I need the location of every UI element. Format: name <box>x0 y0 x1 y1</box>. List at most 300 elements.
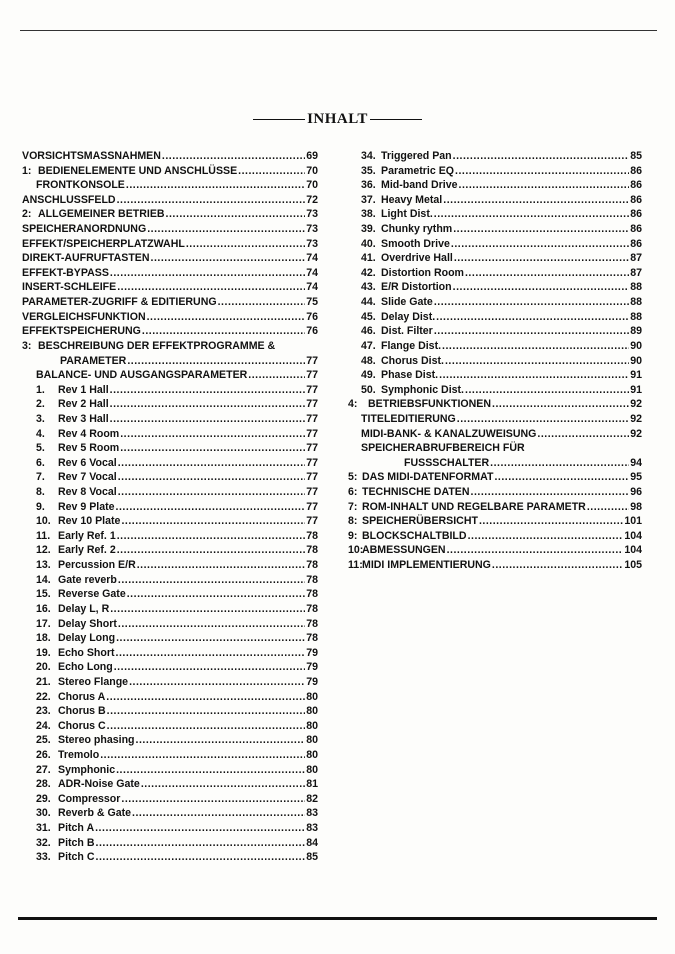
toc-entry-title: INSERT-SCHLEIFE <box>22 281 117 294</box>
toc-entry-page: 101 <box>624 515 642 528</box>
toc-leader-dots <box>116 763 305 778</box>
toc-entry-title: EFFEKTSPEICHERUNG <box>22 325 141 338</box>
toc-entry <box>22 339 318 354</box>
toc-entry <box>22 543 318 558</box>
toc-leader-dots <box>116 646 306 661</box>
toc-entry-title: Reverse Gate <box>58 588 126 601</box>
toc-leader-dots <box>110 397 306 412</box>
toc-entry <box>22 763 318 778</box>
toc-entry-title: Echo Long <box>58 661 113 674</box>
toc-leader-dots <box>218 295 306 310</box>
toc-leader-dots <box>116 500 306 515</box>
toc-leader-dots <box>120 441 305 456</box>
toc-entry <box>348 427 642 442</box>
toc-entry-page: 104 <box>624 529 642 542</box>
toc-entry-title: ROM-INHALT UND REGELBARE PARAMETR <box>362 500 586 513</box>
toc-entry <box>348 441 642 456</box>
toc-entry-page: 91 <box>630 383 642 396</box>
bottom-rule <box>18 917 657 920</box>
title-dash-left <box>253 119 305 120</box>
toc-entry-title: ALLGEMEINER BETRIEB <box>38 208 165 221</box>
toc-entry-page: 77 <box>306 427 318 440</box>
toc-entry-title: Stereo phasing <box>58 734 135 747</box>
toc-entry-title: Rev 2 Hall <box>58 398 109 411</box>
toc-leader-dots <box>121 514 305 529</box>
toc-entry-number: 13. <box>36 559 51 572</box>
toc-entry <box>22 500 318 515</box>
toc-entry-title: DAS MIDI-DATENFORMAT <box>362 471 494 484</box>
toc-leader-dots <box>453 222 629 237</box>
toc-leader-dots <box>492 558 623 573</box>
toc-entry-number: 10: <box>348 544 364 557</box>
toc-entry-title: Overdrive Hall <box>381 252 453 265</box>
toc-leader-dots <box>118 470 306 485</box>
toc-entry-number: 20. <box>36 661 51 674</box>
toc-entry-page: 86 <box>630 193 642 206</box>
toc-entry-title: FUSSSCHALTER <box>404 456 490 469</box>
toc-entry-title: Dist. Filter <box>381 325 433 338</box>
toc-leader-dots <box>100 748 305 763</box>
toc-entry-number: 40. <box>361 237 376 250</box>
toc-leader-dots <box>439 368 629 383</box>
toc-entry <box>22 719 318 734</box>
toc-entry-title: Rev 3 Hall <box>58 412 109 425</box>
toc-entry <box>348 500 642 515</box>
toc-entry-number: 32. <box>36 836 51 849</box>
toc-entry <box>22 836 318 851</box>
toc-entry-title: Rev 7 Vocal <box>58 471 117 484</box>
toc-entry-page: 87 <box>630 266 642 279</box>
toc-entry <box>22 310 318 325</box>
toc-entry <box>22 193 318 208</box>
toc-entry-title: SPEICHERABRUFBEREICH FÜR <box>361 442 525 455</box>
toc-entry <box>22 646 318 661</box>
toc-entry-page: 78 <box>306 617 318 630</box>
toc-entry-page: 73 <box>306 237 318 250</box>
toc-entry-title: Mid-band Drive <box>381 179 458 192</box>
toc-entry-page: 88 <box>630 281 642 294</box>
toc-leader-dots <box>166 207 306 222</box>
toc-leader-dots <box>587 500 629 515</box>
toc-entry <box>22 558 318 573</box>
toc-entry-title: E/R Distortion <box>381 281 452 294</box>
toc-entry <box>22 397 318 412</box>
toc-entry-title: Reverb & Gate <box>58 807 132 820</box>
toc-entry <box>22 237 318 252</box>
toc-entry-number: 9. <box>36 500 45 513</box>
toc-leader-dots <box>126 178 305 193</box>
toc-leader-dots <box>537 427 629 442</box>
toc-entry-title: Stereo Flange <box>58 675 129 688</box>
toc-entry <box>22 149 318 164</box>
toc-leader-dots <box>95 821 305 836</box>
toc-entry-number: 3. <box>36 412 45 425</box>
toc-entry-page: 78 <box>306 544 318 557</box>
toc-entry-page: 77 <box>306 471 318 484</box>
toc-leader-dots <box>117 193 306 208</box>
toc-entry-title: Rev 5 Room <box>58 442 120 455</box>
toc-entry-title: Gate reverb <box>58 573 117 586</box>
toc-entry-number: 31. <box>36 822 51 835</box>
toc-entry-title: ABMESSUNGEN <box>362 544 446 557</box>
toc-leader-dots <box>107 704 306 719</box>
toc-leader-dots <box>127 587 305 602</box>
toc-entry <box>22 266 318 281</box>
toc-leader-dots <box>118 617 305 632</box>
toc-entry-page: 77 <box>306 383 318 396</box>
toc-entry-number: 26. <box>36 748 51 761</box>
toc-entry-number: 46. <box>361 325 376 338</box>
toc-entry-page: 85 <box>630 150 642 162</box>
toc-entry-title: Pitch B <box>58 836 95 849</box>
toc-entry-title: Light Dist. <box>381 208 433 221</box>
toc-leader-dots <box>451 237 629 252</box>
toc-entry-page: 78 <box>306 573 318 586</box>
toc-entry-number: 45. <box>361 310 376 323</box>
toc-entry-number: 1: <box>22 164 32 177</box>
toc-leader-dots <box>118 485 306 500</box>
toc-entry <box>22 806 318 821</box>
toc-entry <box>348 310 642 325</box>
toc-leader-dots <box>436 310 629 325</box>
toc-leader-dots <box>121 792 305 807</box>
toc-entry-page: 86 <box>630 164 642 177</box>
toc-entry-number: 6. <box>36 456 45 469</box>
toc-entry <box>348 178 642 193</box>
toc-entry-page: 80 <box>306 748 318 761</box>
toc-leader-dots <box>107 719 306 734</box>
toc-leader-dots <box>445 354 629 369</box>
toc-leader-dots <box>465 266 629 281</box>
toc-entry-number: 44. <box>361 296 376 309</box>
toc-entry-page: 76 <box>306 325 318 338</box>
toc-leader-dots <box>455 164 629 179</box>
toc-entry-page: 79 <box>306 675 318 688</box>
toc-entry-number: 25. <box>36 734 51 747</box>
toc-entry-page: 92 <box>630 427 642 440</box>
toc-entry-page: 70 <box>306 179 318 192</box>
toc-entry-page: 95 <box>630 471 642 484</box>
toc-entry-number: 28. <box>36 778 51 791</box>
toc-leader-dots <box>471 485 630 500</box>
toc-entry-title: MIDI IMPLEMENTIERUNG <box>362 559 491 572</box>
toc-leader-dots <box>434 207 629 222</box>
toc-entry-number: 2. <box>36 398 45 411</box>
toc-leader-dots <box>459 178 630 193</box>
toc-entry-title: Echo Short <box>58 646 115 659</box>
toc-entry-title: Rev 4 Room <box>58 427 120 440</box>
toc-entry <box>22 412 318 427</box>
toc-entry-number: 33. <box>36 851 51 864</box>
toc-entry-page: 80 <box>306 734 318 747</box>
toc-entry <box>22 529 318 544</box>
toc-entry-number: 18. <box>36 632 51 645</box>
toc-entry <box>348 368 642 383</box>
toc-entry <box>22 631 318 646</box>
toc-entry <box>348 280 642 295</box>
toc-leader-dots <box>453 149 630 164</box>
toc-leader-dots <box>238 164 305 179</box>
toc-leader-dots <box>118 456 306 471</box>
toc-entry-page: 86 <box>630 208 642 221</box>
toc-entry-title: Slide Gate <box>381 296 433 309</box>
toc-entry <box>22 573 318 588</box>
toc-entry <box>22 295 318 310</box>
toc-entry-number: 4: <box>348 398 358 411</box>
toc-entry <box>348 485 642 500</box>
toc-entry-page: 86 <box>630 223 642 236</box>
toc-entry-title: Triggered Pan <box>381 150 452 162</box>
toc-entry-title: PARAMETER-ZUGRIFF & EDITIERUNG <box>22 296 217 309</box>
toc-entry-number: 50. <box>361 383 376 396</box>
toc-entry <box>22 690 318 705</box>
toc-entry <box>348 149 642 164</box>
toc-entry <box>22 660 318 675</box>
toc-entry-page: 80 <box>306 719 318 732</box>
toc-leader-dots <box>96 836 306 851</box>
toc-entry <box>22 222 318 237</box>
toc-entry-number: 19. <box>36 646 51 659</box>
toc-leader-dots <box>110 602 305 617</box>
toc-entry-title: Chorus C <box>58 719 106 732</box>
toc-entry-title: Chunky rythm <box>381 223 453 236</box>
toc-leader-dots <box>117 529 305 544</box>
toc-entry-title: ANSCHLUSSFELD <box>22 193 116 206</box>
toc-entry-number: 27. <box>36 763 51 776</box>
toc-entry <box>348 354 642 369</box>
toc-entry <box>348 543 642 558</box>
toc-entry <box>22 602 318 617</box>
toc-entry-title: EFFEKT/SPEICHERPLATZWAHL <box>22 237 185 250</box>
toc-entry-page: 80 <box>306 690 318 703</box>
toc-entry-page: 81 <box>306 778 318 791</box>
toc-leader-dots <box>447 543 624 558</box>
toc-entry-page: 86 <box>630 179 642 192</box>
toc-entry-title: Percussion E/R <box>58 559 136 572</box>
toc-entry-page: 73 <box>306 223 318 236</box>
toc-entry-title: SPEICHERANORDNUNG <box>22 223 147 236</box>
toc-entry <box>348 324 642 339</box>
toc-left-column <box>22 149 318 865</box>
toc-entry-page: 78 <box>306 632 318 645</box>
toc-entry-title: Chorus Dist. <box>381 354 444 367</box>
toc-entry-page: 83 <box>306 822 318 835</box>
toc-leader-dots <box>453 280 630 295</box>
toc-entry-title: Delay Long <box>58 632 116 645</box>
toc-entry-page: 77 <box>306 456 318 469</box>
toc-leader-dots <box>106 690 305 705</box>
toc-entry-number: 5. <box>36 442 45 455</box>
toc-entry-page: 87 <box>630 252 642 265</box>
toc-entry <box>348 193 642 208</box>
toc-entry-number: 7: <box>348 500 358 513</box>
toc-entry <box>348 295 642 310</box>
toc-entry-number: 36. <box>361 179 376 192</box>
toc-entry <box>348 514 642 529</box>
toc-leader-dots <box>136 733 306 748</box>
toc-entry-number: 9: <box>348 529 358 542</box>
toc-entry-page: 77 <box>306 412 318 425</box>
toc-leader-dots <box>127 354 305 369</box>
toc-leader-dots <box>492 397 629 412</box>
toc-entry-page: 92 <box>630 398 642 411</box>
toc-entry <box>22 178 318 193</box>
toc-entry-page: 83 <box>306 807 318 820</box>
toc-entry-number: 48. <box>361 354 376 367</box>
toc-entry-title: Rev 1 Hall <box>58 383 109 396</box>
toc-entry-page: 92 <box>630 412 642 425</box>
toc-entry <box>22 748 318 763</box>
toc-entry-title: Phase Dist. <box>381 369 439 382</box>
toc-entry-page: 77 <box>306 515 318 528</box>
toc-leader-dots <box>141 777 305 792</box>
toc-leader-dots <box>434 324 629 339</box>
toc-entry-number: 11: <box>348 559 363 572</box>
toc-leader-dots <box>110 412 306 427</box>
toc-entry-page: 84 <box>306 836 318 849</box>
toc-entry <box>22 777 318 792</box>
toc-entry-page: 73 <box>306 208 318 221</box>
toc-entry <box>348 529 642 544</box>
toc-entry <box>348 412 642 427</box>
toc-leader-dots <box>137 558 305 573</box>
toc-entry <box>22 587 318 602</box>
toc-leader-dots <box>114 660 305 675</box>
toc-leader-dots <box>110 266 305 281</box>
toc-leader-dots <box>442 339 629 354</box>
toc-entry-title: Rev 6 Vocal <box>58 456 117 469</box>
toc-leader-dots <box>457 412 629 427</box>
toc-entry-title: TITELEDITIERUNG <box>361 412 456 425</box>
toc-leader-dots <box>116 631 305 646</box>
toc-entry-number: 10. <box>36 515 51 528</box>
toc-entry-title: TECHNISCHE DATEN <box>362 486 470 499</box>
toc-entry <box>348 164 642 179</box>
toc-entry-title: Rev 9 Plate <box>58 500 115 513</box>
toc-entry-page: 75 <box>306 296 318 309</box>
toc-leader-dots <box>117 543 305 558</box>
toc-entry-number: 6: <box>348 486 358 499</box>
toc-entry-number: 22. <box>36 690 51 703</box>
toc-entry-number: 11. <box>36 529 51 542</box>
toc-entry-number: 35. <box>361 164 376 177</box>
toc-entry-title: Pitch A <box>58 822 95 835</box>
toc-entry-page: 77 <box>306 442 318 455</box>
toc-entry-title: Flange Dist. <box>381 339 442 352</box>
toc-entry-title: Smooth Drive <box>381 237 450 250</box>
toc-entry-title: Parametric EQ <box>381 164 455 177</box>
toc-entry-page: 77 <box>306 369 318 382</box>
toc-leader-dots <box>129 675 305 690</box>
toc-leader-dots <box>142 324 305 339</box>
toc-entry <box>22 354 318 369</box>
toc-entry-title: Delay L, R <box>58 602 110 615</box>
toc-entry <box>348 397 642 412</box>
toc-entry <box>348 470 642 485</box>
toc-entry <box>22 251 318 266</box>
toc-leader-dots <box>434 295 629 310</box>
toc-entry <box>348 251 642 266</box>
toc-entry <box>22 441 318 456</box>
toc-entry-number: 37. <box>361 193 376 206</box>
toc-entry-title: DIREKT-AUFRUFTASTEN <box>22 252 150 265</box>
toc-entry-page: 77 <box>306 486 318 499</box>
toc-entry-title: Early Ref. 2 <box>58 544 116 557</box>
toc-entry-page: 90 <box>630 354 642 367</box>
toc-entry <box>22 383 318 398</box>
toc-entry <box>22 164 318 179</box>
toc-entry-page: 69 <box>306 150 318 162</box>
toc-entry <box>22 280 318 295</box>
toc-leader-dots <box>454 251 629 266</box>
toc-entry-number: 5: <box>348 471 358 484</box>
toc-entry-title: Symphonic <box>58 763 116 776</box>
toc-entry-number: 21. <box>36 675 51 688</box>
toc-leader-dots <box>117 280 305 295</box>
toc-entry <box>348 456 642 471</box>
toc-leader-dots <box>494 470 629 485</box>
toc-entry-title: SPEICHERÜBERSICHT <box>362 515 478 528</box>
toc-entry-number: 3: <box>22 339 32 352</box>
toc-entry-page: 74 <box>306 266 318 279</box>
toc-entry-title: Distortion Room <box>381 266 464 279</box>
toc-entry-title: Pitch C <box>58 851 95 864</box>
toc-entry <box>348 266 642 281</box>
toc-entry-number: 38. <box>361 208 376 221</box>
toc-entry-page: 86 <box>630 237 642 250</box>
toc-entry-number: 39. <box>361 223 376 236</box>
toc-entry-title: Chorus A <box>58 690 106 703</box>
toc-entry-page: 77 <box>306 500 318 513</box>
toc-entry-title: BETRIEBSFUNKTIONEN <box>368 398 492 411</box>
toc-entry <box>22 675 318 690</box>
toc-entry-page: 91 <box>630 369 642 382</box>
toc-entry-title: EFFEKT-BYPASS <box>22 266 109 279</box>
toc-entry-title: Tremolo <box>58 748 100 761</box>
toc-entry <box>22 456 318 471</box>
toc-entry-title: ADR-Noise Gate <box>58 778 140 791</box>
toc-entry-title: BESCHREIBUNG DER EFFEKTPROGRAMME & <box>38 339 276 352</box>
toc-entry-title: VERGLEICHSFUNKTION <box>22 310 146 323</box>
toc-entry-page: 105 <box>624 559 642 572</box>
toc-entry-number: 2: <box>22 208 32 221</box>
toc-entry <box>348 558 642 573</box>
toc-entry-page: 85 <box>306 851 318 864</box>
toc-entry-title: Rev 10 Plate <box>58 515 121 528</box>
toc-entry-number: 15. <box>36 588 51 601</box>
toc-entry <box>22 470 318 485</box>
toc-entry <box>348 383 642 398</box>
toc-entry-number: 8: <box>348 515 358 528</box>
toc-entry-number: 42. <box>361 266 376 279</box>
toc-entry <box>348 237 642 252</box>
toc-entry-page: 78 <box>306 529 318 542</box>
toc-entry-title: BLOCKSCHALTBILD <box>362 529 467 542</box>
toc-entry <box>22 427 318 442</box>
toc-entry-number: 7. <box>36 471 45 484</box>
toc-leader-dots <box>151 251 306 266</box>
toc-entry-number: 12. <box>36 544 51 557</box>
toc-entry-page: 78 <box>306 559 318 572</box>
toc-leader-dots <box>147 310 306 325</box>
toc-entry-page: 98 <box>630 500 642 513</box>
toc-entry-page: 88 <box>630 310 642 323</box>
toc-entry-page: 89 <box>630 325 642 338</box>
toc-entry-page: 82 <box>306 792 318 805</box>
toc-entry-page: 74 <box>306 252 318 265</box>
toc-entry-number: 8. <box>36 486 45 499</box>
top-rule <box>20 30 657 31</box>
